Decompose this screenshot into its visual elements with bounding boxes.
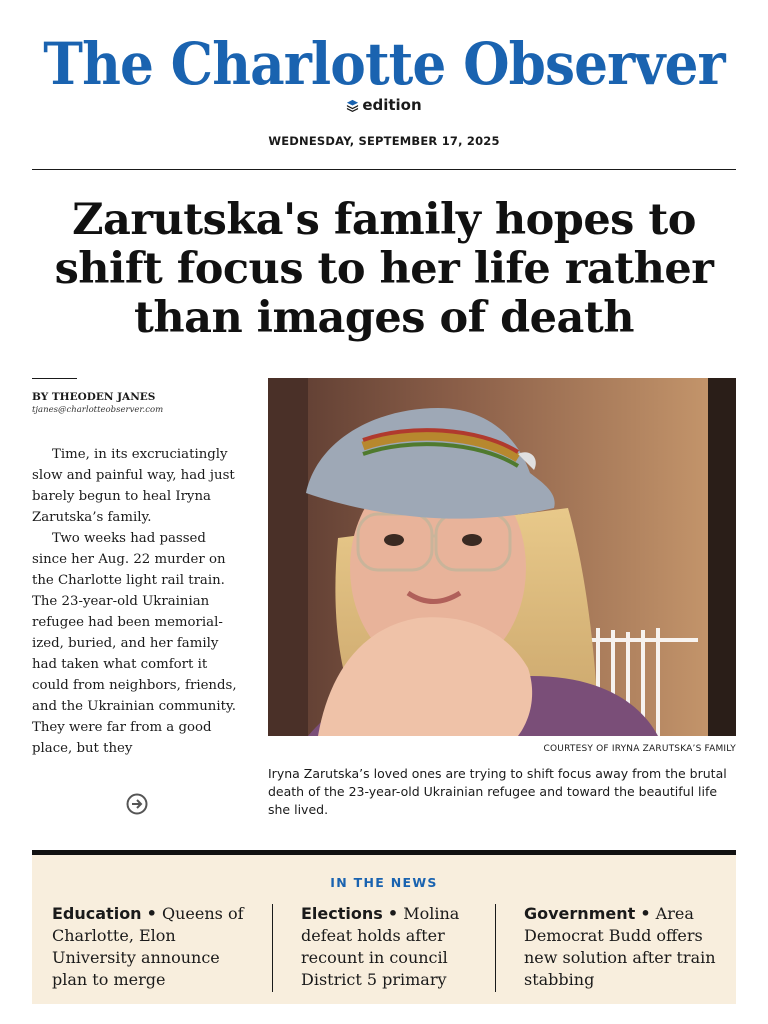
masthead-logo: The Charlotte Observer: [43, 30, 725, 98]
news-item-separator: •: [640, 904, 651, 923]
news-item-text: Molina defeat holds after recount in council District 5 primary: [301, 904, 460, 989]
news-item-separator: •: [387, 904, 399, 923]
news-item-text: Area Democrat Budd offers new solution after train stabbing: [524, 904, 716, 989]
article-paragraph: Two weeks had passed since her Aug. 22 murder on the Charlotte light rail train. The 23-year-old Ukrainian refugee had been memorial-ized, buried, and her family had taken what comfort it could from neighbors, friends, and the Ukrainian community. They were far from a good place, but they: [32, 531, 237, 756]
article-body: [32, 444, 244, 759]
edition-stack-icon: [346, 99, 359, 112]
news-item-category: Education: [52, 904, 142, 923]
news-divider: [272, 904, 273, 992]
edition-label: [0, 96, 768, 114]
issue-date: WEDNESDAY, SEPTEMBER 17, 2025: [268, 134, 500, 148]
news-item-separator: •: [146, 904, 157, 923]
in-the-news-title: IN THE NEWS: [330, 875, 438, 890]
news-divider: [495, 904, 496, 992]
author-byline: BY THEODEN JANES: [32, 391, 156, 403]
news-item-category: Elections: [301, 904, 383, 923]
masthead: [0, 28, 768, 100]
news-item-education[interactable]: [52, 903, 252, 991]
news-item-government[interactable]: [524, 903, 724, 991]
edition-text: edition: [362, 96, 422, 114]
photo-caption: Iryna Zarutska’s loved ones are trying to shift focus away from the brutal death of the 23-year-old Ukrainian refugee and toward the beautiful life she lived.: [268, 766, 727, 817]
news-item-elections[interactable]: [301, 903, 486, 991]
continue-arrow-icon[interactable]: [126, 793, 148, 815]
masthead-divider: [32, 169, 736, 170]
news-item-category: Government: [524, 904, 636, 923]
article-paragraph: Time, in its excruciatingly slow and painful way, had just barely begun to heal Iryna Zarutska’s family.: [32, 447, 235, 525]
news-item-text: Queens of Charlotte, Elon University announce plan to merge: [52, 904, 244, 989]
in-the-news-panel: [32, 850, 736, 1004]
article-photo[interactable]: [268, 378, 736, 736]
portrait-illustration: [268, 378, 736, 736]
photo-credit: COURTESY OF IRYNA ZARUTSKA’S FAMILY: [543, 744, 736, 754]
byline-divider: [32, 378, 77, 379]
author-email[interactable]: tjanes@charlotteobserver.com: [32, 405, 164, 415]
article-headline[interactable]: Zarutska's family hopes to shift focus to her life rather than images of death: [54, 195, 714, 343]
